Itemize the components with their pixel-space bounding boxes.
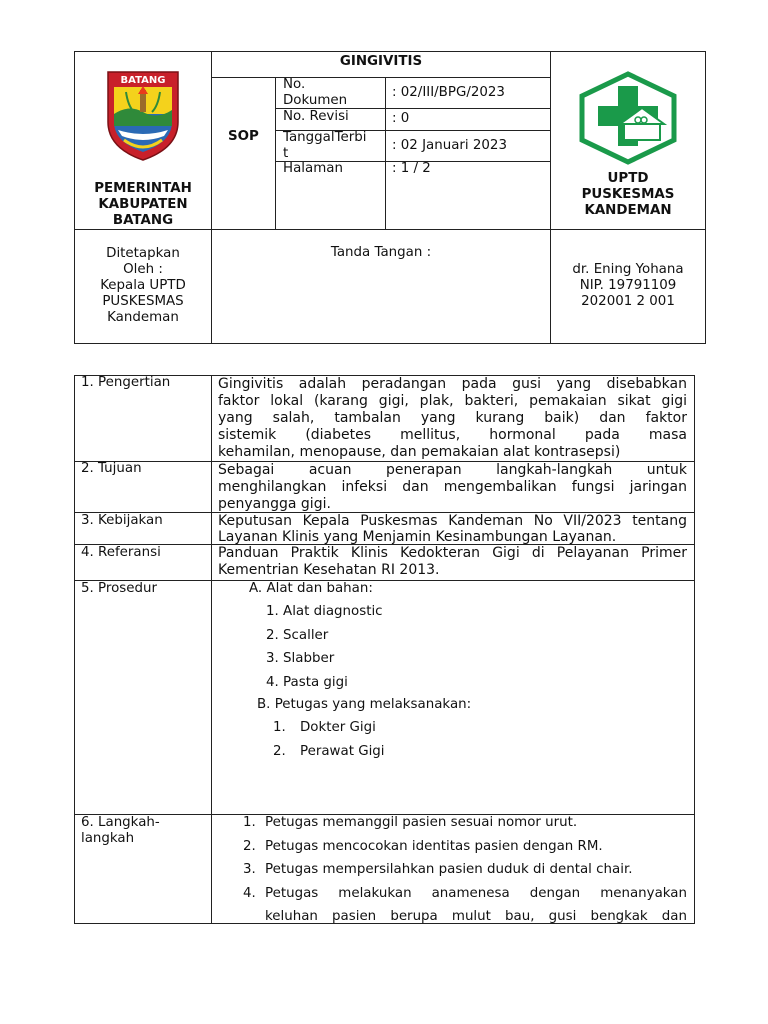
issue-date-label: TanggalTerbi t — [283, 130, 367, 161]
list-item: 4. Petugas melakukan anamenesa dengan menanyakan — [243, 885, 687, 901]
revision-value: : 0 — [392, 111, 410, 126]
alat-list — [266, 600, 383, 694]
page-value: : 1 / 2 — [392, 161, 431, 176]
pengertian-label: 1. Pengertian — [81, 375, 171, 390]
issue-date-value: : 02 Januari 2023 — [392, 138, 507, 153]
puskesmas-logo-icon — [574, 70, 682, 166]
list-item: 1. Alat diagnostic — [266, 604, 383, 619]
list-item: 2. Scaller — [266, 627, 329, 643]
prosedur-heading-b: B. Petugas yang melaksanakan: — [257, 697, 472, 712]
signature-label: Tanda Tangan : — [330, 245, 432, 260]
petugas-list — [273, 716, 385, 763]
page-label: Halaman — [283, 161, 343, 176]
svg-text:BATANG: BATANG — [120, 75, 166, 86]
prosedur-heading-a: A. Alat dan bahan: — [249, 581, 373, 596]
referensi-text: Panduan Praktik Klinis Kedokteran Gigi di Pelayanan Primer Kementrian Kesehatan RI 2013. — [218, 545, 687, 578]
list-item-continuation: keluhan pasien berupa mulut bau, gusi bengkak dan — [265, 909, 687, 924]
list-item: 2. Petugas mencocokan identitas pasien dengan RM. — [243, 838, 603, 854]
document-title: GINGIVITIS — [339, 54, 423, 69]
list-item: 3. Slabber — [266, 651, 335, 666]
ditetapkan-block: Ditetapkan Oleh : Kepala UPTD PUSKESMAS Kandeman — [100, 246, 186, 325]
prosedur-label: 5. Prosedur — [81, 581, 157, 596]
list-item: 4. Pasta gigi — [266, 674, 348, 690]
tujuan-label: 2. Tujuan — [81, 461, 142, 476]
referensi-label: 4. Referansi — [81, 545, 161, 560]
pengertian-text: Gingivitis adalah peradangan pada gusi yang disebabkan faktor lokal (karang gigi, plak, bakteri, pemakaian sikat gigi yang salah, tambalan yang kurang baik) dan faktor sistemik (diabetes mellitus, hormonal pada masa kehamilan, menopause, dan pemakaian alat kontrasepsi) — [218, 376, 687, 460]
signer-block: dr. Ening Yohana NIP. 19791109 202001 2 001 — [572, 262, 684, 309]
left-org-name: PEMERINTAH KABUPATEN BATANG — [94, 181, 192, 228]
list-item: 3. Petugas mempersilahkan pasien duduk di dental chair. — [243, 862, 633, 877]
tujuan-text: Sebagai acuan penerapan langkah-langkah untuk menghilangkan infeksi dan mengembalikan fungsi jaringan penyangga gigi. — [218, 462, 687, 512]
sop-label: SOP — [228, 129, 259, 144]
revision-label: No. Revisi — [283, 109, 349, 124]
langkah-label: 6. Langkah- langkah — [81, 815, 160, 846]
doc-number-label: No. Dokumen — [283, 77, 348, 108]
kebijakan-label: 3. Kebijakan — [81, 513, 163, 528]
batang-logo-icon — [104, 70, 182, 162]
right-org-name: UPTD PUSKESMAS KANDEMAN — [581, 171, 675, 218]
langkah-list — [243, 811, 687, 929]
doc-number-value: : 02/III/BPG/2023 — [392, 85, 505, 100]
list-item: 1. Dokter Gigi — [273, 720, 376, 735]
list-item: 1. Petugas memanggil pasien sesuai nomor urut. — [243, 815, 578, 830]
kebijakan-text: Keputusan Kepala Puskesmas Kandeman No VII/2023 tentang Layanan Klinis yang Menjamin Kesinambungan Layanan. — [218, 513, 687, 545]
list-item: 2. Perawat Gigi — [273, 743, 385, 759]
